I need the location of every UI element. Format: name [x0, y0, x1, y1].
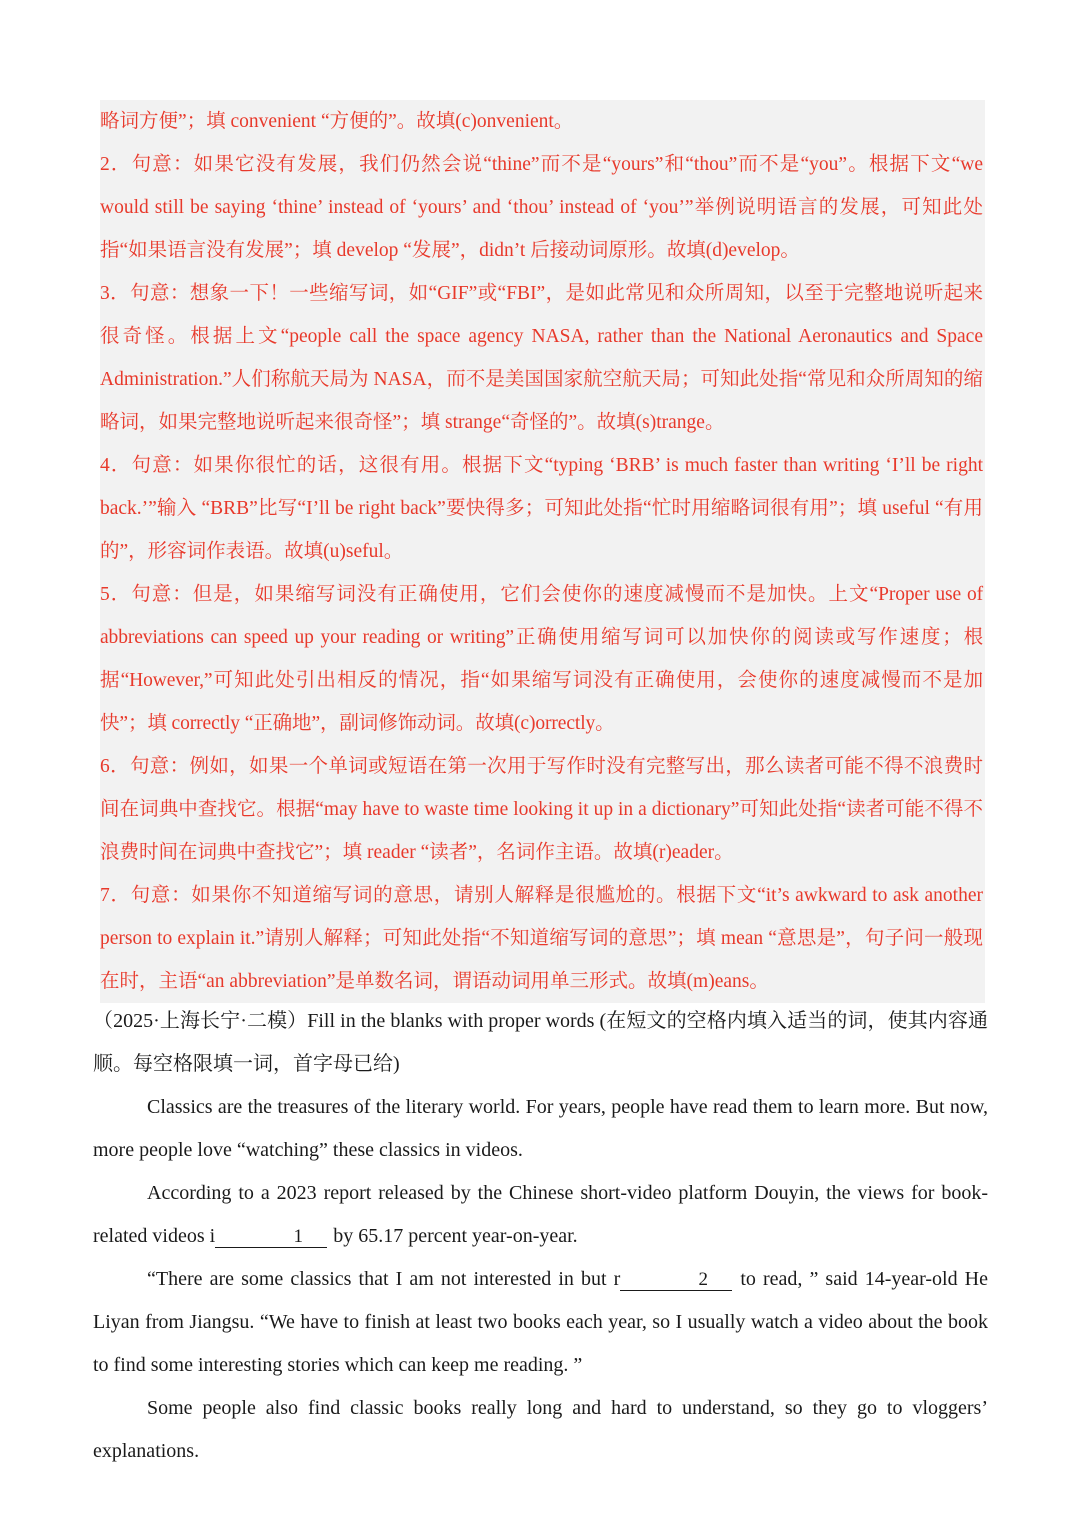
- passage-para3-after-blank: to read, ” said 14-year-old He Liyan from Jiangsu. “We have to finish at least two books each year, so I usually watch a video about the book to find some interesting stories which can keep me reading. ”: [93, 1268, 988, 1376]
- exercise-section: [93, 1000, 988, 1473]
- blank-input-1[interactable]: 1: [215, 1227, 327, 1248]
- answer-key-block: [100, 100, 985, 1003]
- passage-para2-after-blank: by 65.17 percent year-on-year.: [333, 1225, 578, 1247]
- exercise-source-and-instruction: （2025·上海长宁·二模）Fill in the blanks with proper words (在短文的空格内填入适当的词，使其内容通顺。每空格限填一词，首字母已给): [93, 1010, 988, 1075]
- passage-paragraph-2: [93, 1172, 988, 1258]
- answer-item-2: 2．句意：如果它没有发展，我们仍然会说“thine”而不是“yours”和“thou”而不是“you”。根据下文“we would still be saying ‘thine’ instead of ‘yours’ and ‘thou’ instead of ‘you’”举例说明语言的发展，可知此处指“如果语言没有发展”；填 develop “发展”，didn’t 后接动词原形。故填(d)evelop。: [100, 154, 983, 261]
- passage-paragraph-4: Some people also find classic books really long and hard to understand, so they go to vloggers’ explanations.: [93, 1397, 988, 1462]
- answer-item-1-continuation: 略词方便”；填 convenient “方便的”。故填(c)onvenient。: [100, 111, 574, 132]
- answer-item-5: 5．句意：但是，如果缩写词没有正确使用，它们会使你的速度减慢而不是加快。上文“Proper use of abbreviations can speed up your reading or writing”正确使用缩写词可以加快你的阅读或写作速度；根据“However,”可知此处引出相反的情况，指“如果缩写词没有正确使用，会使你的速度减慢而不是加快”；填 correctly “正确地”，副词修饰动词。故填(c)orrectly。: [100, 584, 983, 734]
- answer-item-4: 4．句意：如果你很忙的话，这很有用。根据下文“typing ‘BRB’ is much faster than writing ‘I’ll be right back.’”输入 “BRB”比写“I’ll be right back”要快得多；可知此处指“忙时用缩略词很有用”；填 useful “有用的”，形容词作表语。故填(u)seful。: [100, 455, 983, 562]
- answer-item-3: 3．句意：想象一下！一些缩写词，如“GIF”或“FBI”，是如此常见和众所周知，以至于完整地说听起来很奇怪。根据上文“people call the space agency NASA, rather than the National Aeronautics and Space Administration.”人们称航天局为 NASA，而不是美国国家航空航天局；可知此处指“常见和众所周知的缩略词，如果完整地说听起来很奇怪”；填 strange“奇怪的”。故填(s)trange。: [100, 283, 983, 433]
- passage-paragraph-3: [93, 1258, 988, 1387]
- passage-para3-before-blank: “There are some classics that I am not interested in but r: [147, 1268, 621, 1290]
- answer-item-7: 7．句意：如果你不知道缩写词的意思，请别人解释是很尴尬的。根据下文“it’s awkward to ask another person to explain it.”请别人解释；可知此处指“不知道缩写词的意思”；填 mean “意思是”，句子问一般现在时，主语“an abbreviation”是单数名词，谓语动词用单三形式。故填(m)eans。: [100, 885, 983, 992]
- blank-input-2[interactable]: 2: [620, 1270, 732, 1291]
- passage-paragraph-1: Classics are the treasures of the literary world. For years, people have read them to learn more. But now, more people love “watching” these classics in videos.: [93, 1096, 988, 1161]
- passage-para2-before-blank: According to a 2023 report released by the Chinese short-video platform Douyin, the views for book-related videos i: [93, 1182, 988, 1247]
- answer-item-6: 6．句意：例如，如果一个单词或短语在第一次用于写作时没有完整写出，那么读者可能不得不浪费时间在词典中查找它。根据“may have to waste time looking it up in a dictionary”可知此处指“读者可能不得不浪费时间在词典中查找它”；填 reader “读者”，名词作主语。故填(r)eader。: [100, 756, 983, 863]
